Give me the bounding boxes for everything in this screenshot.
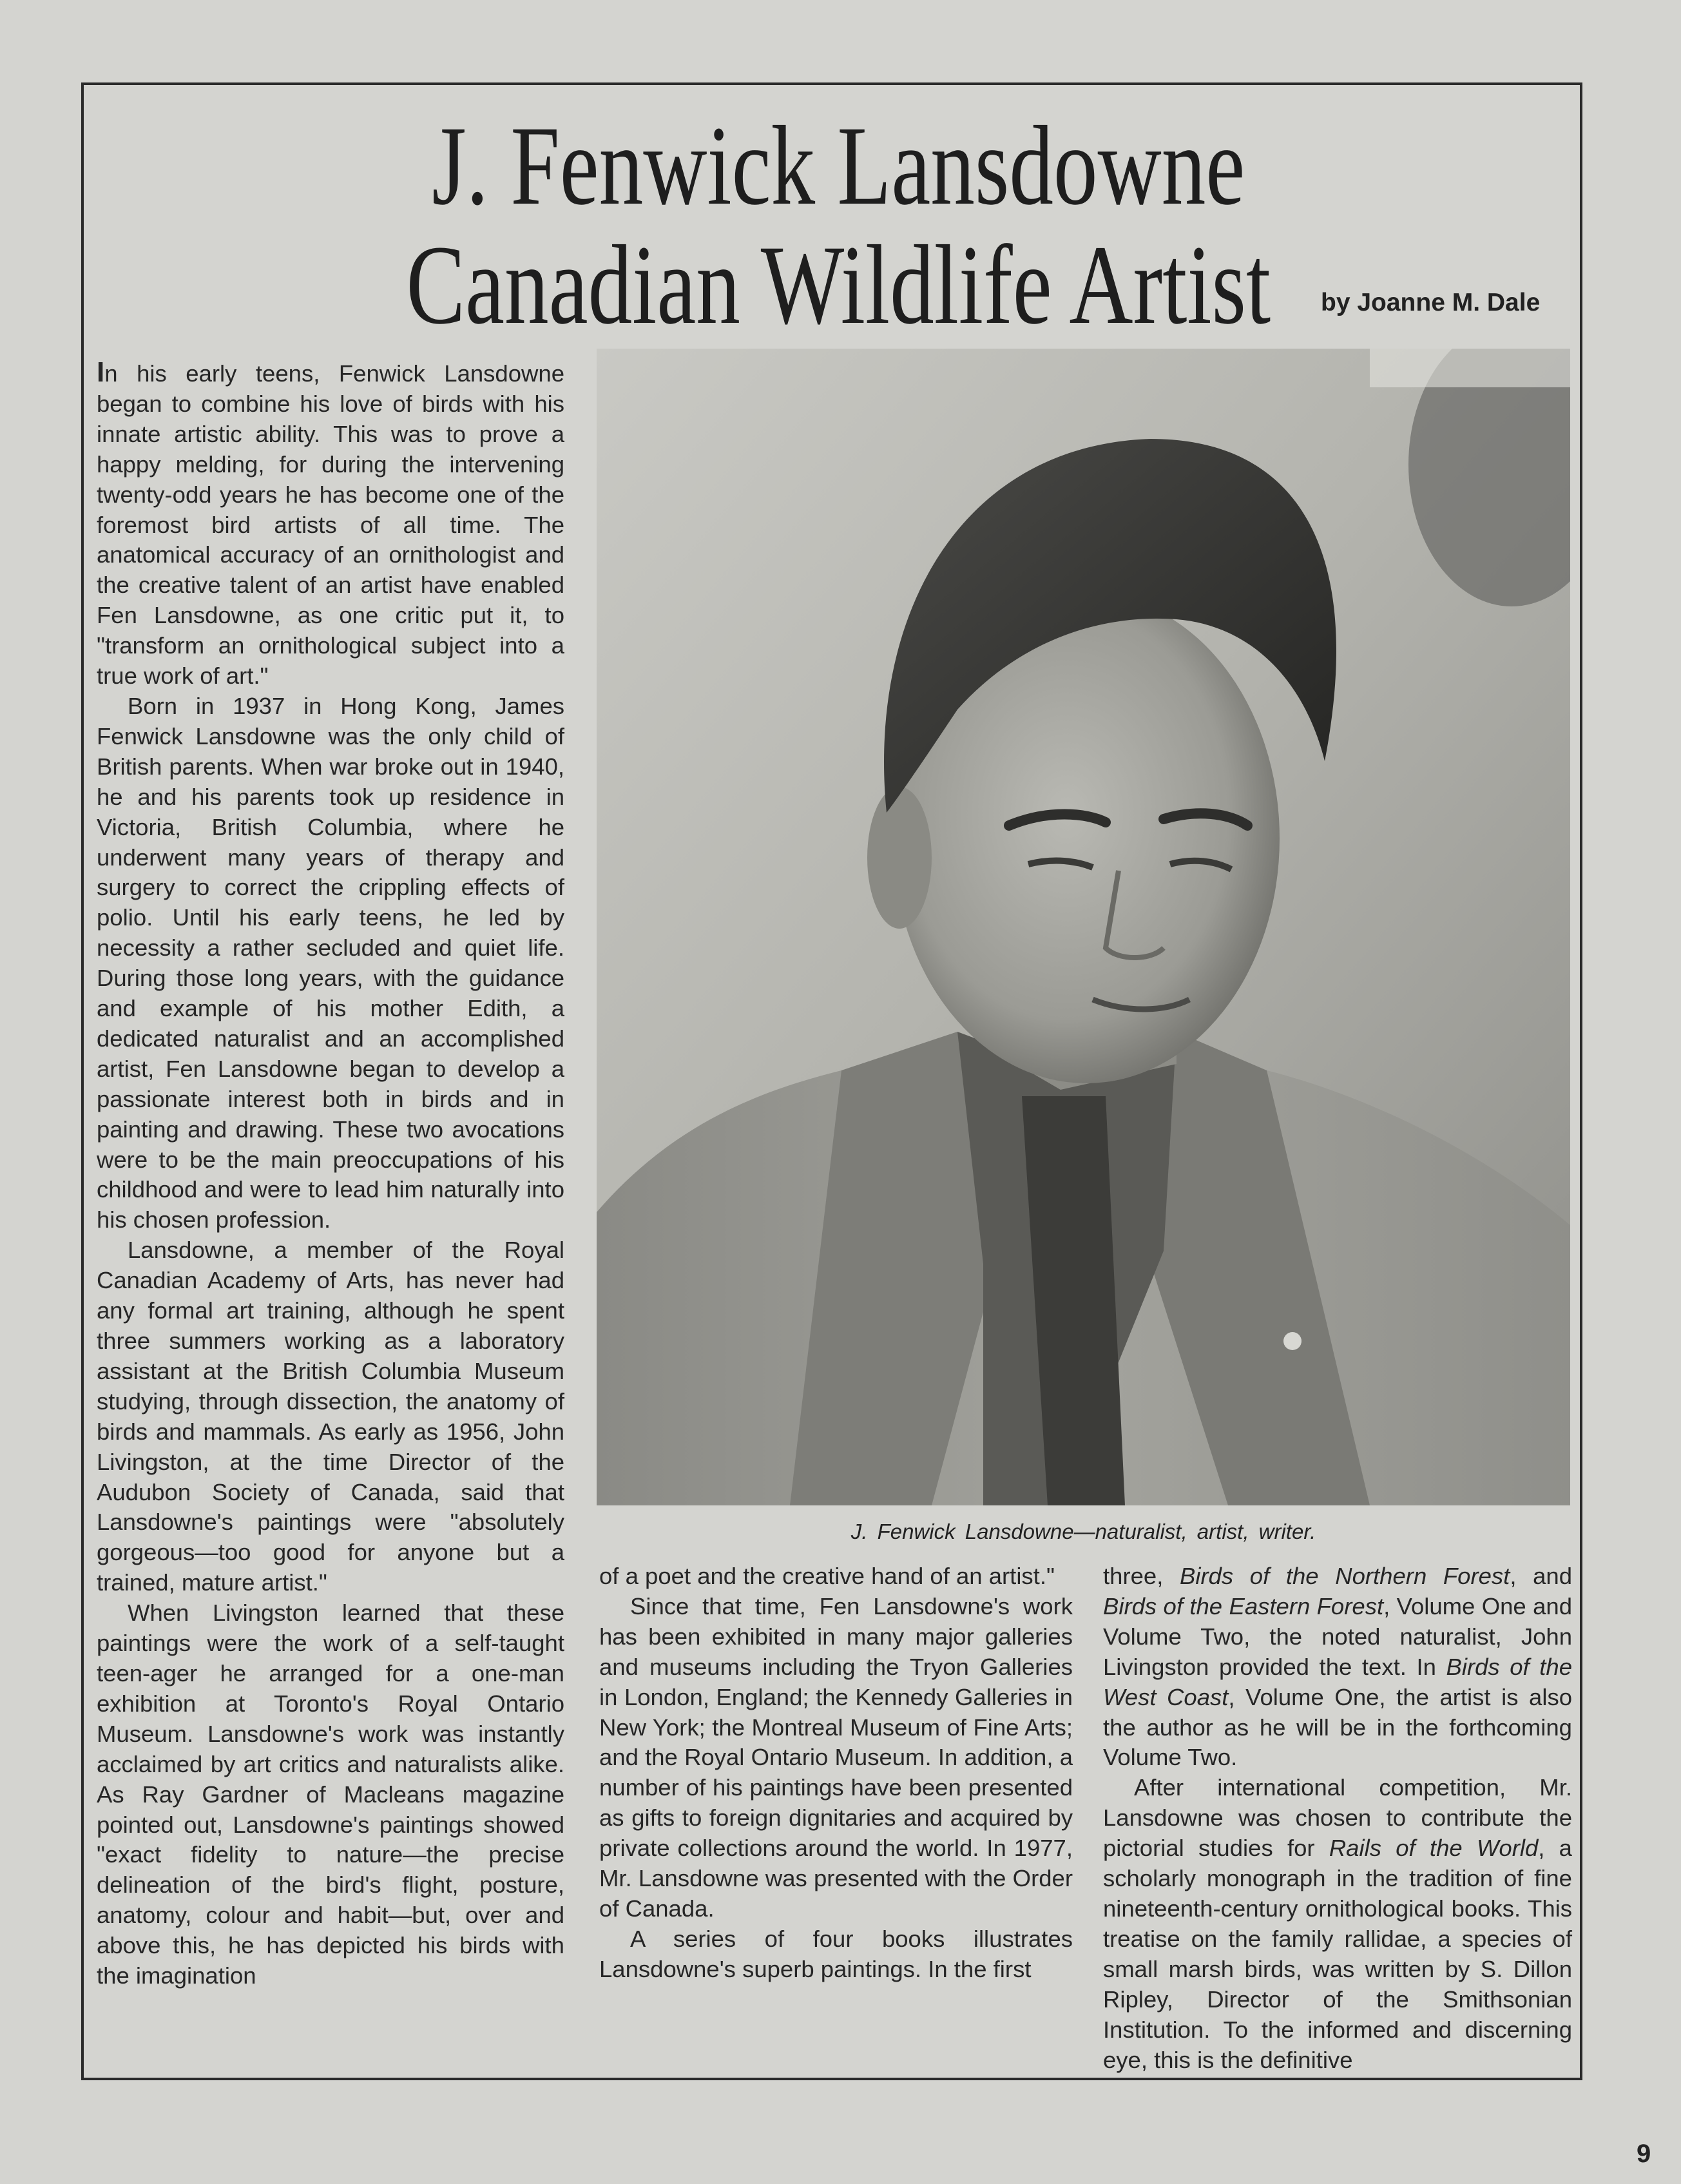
portrait-photo xyxy=(597,349,1570,1505)
book-title: Birds of the West Coast xyxy=(1103,1653,1573,1710)
paragraph: Lansdowne, a member of the Royal Canadian Academy of Arts, has never had any formal art training, although he spent three summers working as a laboratory assistant at the British Columbia Museum studying, through dissection, the anatomy of birds and mammals. As early as 1956, John Livingston, at the time Director of the Audubon Society of Canada, said that Lansdowne's paintings were "absolutely gorgeous—too good for anyone but a trained, mature artist." xyxy=(97,1237,564,1596)
page-number: 9 xyxy=(1637,2140,1651,2168)
photo-caption: J. Fenwick Lansdowne—naturalist, artist, writer. xyxy=(850,1520,1316,1543)
text-run: , a scholarly monograph in the tradition of fine nineteenth-century ornithological books. This treatise on the family rallidae, a species of small marsh birds, was written by S. Dillon Ripley, Director of the Smithsonian Institution. To the informed and discerning eye, this is the definitive xyxy=(1103,1835,1572,2073)
paragraph xyxy=(1103,1561,1572,1773)
paragraph: Since that time, Fen Lansdowne's work has been exhibited in many major galleries and museums including the Tryon Galleries in London, England; the Kennedy Galleries in New York; the Montreal Museum of Fine Arts; and the Royal Ontario Museum. In addition, a number of his paintings have been presented as gifts to foreign dignitaries and acquired by private collections around the world. In 1977, Mr. Lansdowne was presented with the Order of Canada. xyxy=(599,1592,1073,1922)
initial-letter: I xyxy=(97,356,105,388)
article-title-line1: J. Fenwick Lansdowne xyxy=(432,103,1245,229)
paragraph xyxy=(97,358,564,691)
text-column-1 xyxy=(97,358,564,1991)
paragraph xyxy=(1103,1773,1572,2075)
text-run: , Volume One, the artist is also the author as he will be in the forthcoming Volume Two. xyxy=(1103,1683,1572,1771)
paragraph: of a poet and the creative hand of an artist." xyxy=(599,1563,1055,1589)
text-run: , and xyxy=(1510,1563,1573,1589)
text-run: , Volume One and Volume Two, the noted naturalist, John Livingston provided the text. In xyxy=(1103,1592,1572,1680)
text-column-2 xyxy=(599,1561,1073,1985)
byline: by Joanne M. Dale xyxy=(1321,289,1541,316)
book-title: Birds of the Eastern Forest xyxy=(1103,1592,1384,1619)
book-title: Birds of the Northern Forest xyxy=(1179,1563,1510,1589)
book-title: Rails of the World xyxy=(1329,1835,1539,1862)
text-run: After international competition, Mr. Lansdowne was chosen to contribute the pictorial studies for xyxy=(1103,1774,1572,1862)
paragraph: When Livingston learned that these paintings were the work of a self-taught teen-ager he arranged for a one-man exhibition at Toronto's Royal Ontario Museum. Lansdowne's work was instantly acclaimed by art critics and naturalists alike. As Ray Gardner of Macleans magazine pointed out, Lansdowne's paintings showed "exact fidelity to nature—the precise delineation of the bird's flight, posture, anatomy, colour and habit—but, over and above this, he has depicted his birds with the imagination xyxy=(97,1599,564,1989)
paragraph: Born in 1937 in Hong Kong, James Fenwick Lansdowne was the only child of British parents. When war broke out in 1940, he and his parents took up residence in Victoria, British Columbia, where he underwent many years of therapy and surgery to correct the crippling effects of polio. Until his early teens, he led by necessity a rather secluded and quiet life. During those long years, with the guidance and example of his mother Edith, a dedicated naturalist and an accomplished artist, Fen Lansdowne began to develop a passionate interest both in birds and in painting and drawing. These two avocations were to be the main preoccupations of his childhood and were to lead him naturally into his chosen profession. xyxy=(97,692,564,1233)
text-run: three, xyxy=(1103,1563,1180,1589)
paragraph-text: n his early teens, Fenwick Lansdowne began to combine his love of birds with his innate artistic ability. This was to prove a happy melding, for during the intervening twenty-odd years he has become one of the foremost bird artists of all time. The anatomical accuracy of an ornithologist and the creative talent of an artist have enabled Fen Lansdowne, as one critic put it, to "transform an ornithological subject into a true work of art." xyxy=(97,360,564,690)
text-column-3 xyxy=(1103,1561,1572,2075)
paragraph: A series of four books illustrates Lansdowne's superb paintings. In the first xyxy=(599,1925,1073,1982)
article-title-line2: Canadian Wildlife Artist xyxy=(406,222,1271,348)
